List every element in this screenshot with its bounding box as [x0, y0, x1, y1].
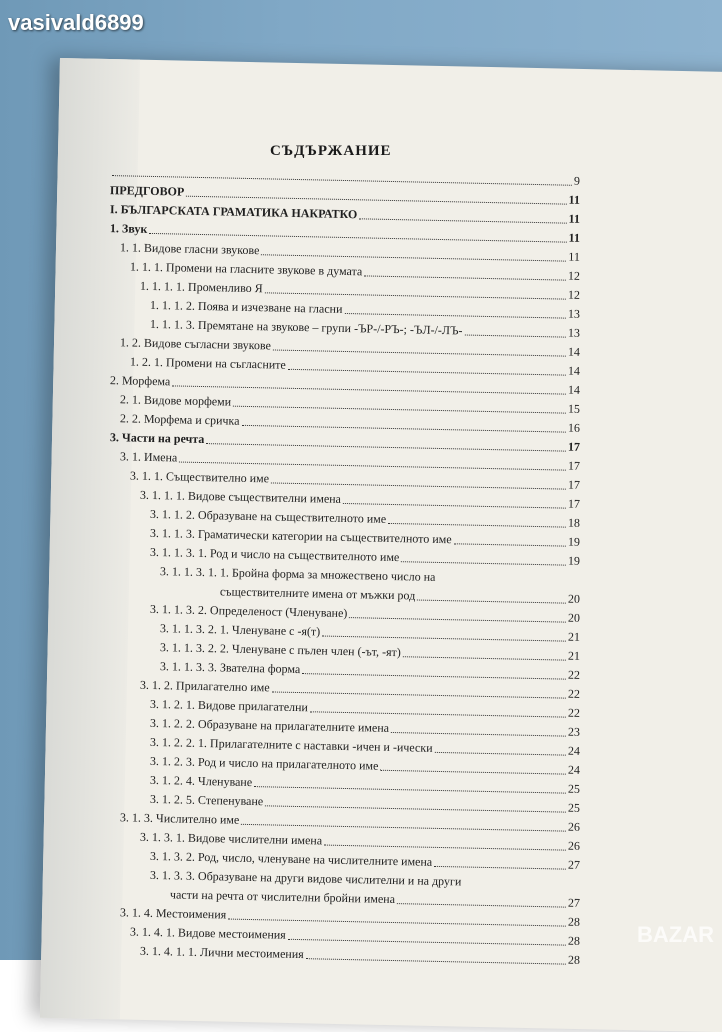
toc-page-number: 24	[567, 762, 581, 777]
toc-page-number: 27	[567, 857, 581, 872]
toc-entry-label: 3. 1. 1. 3. 1. Род и число на съществителното име	[149, 544, 400, 565]
toc-entry-label: 3. 1. 1. 3. 3. Звателна форма	[159, 659, 301, 677]
toc-entry-label: 3. 1. 3. 3. Образуване на други видове числителни и на други	[149, 867, 462, 889]
toc-entry-label: 3. 1. 1. 3. 2. Определеност (Членуване)	[149, 601, 348, 621]
toc-page-number: 26	[567, 838, 581, 853]
toc-entry-label: 3. 1. 1. 1. Видове съществителни имена	[139, 487, 342, 506]
toc-page-number: 18	[567, 515, 581, 530]
toc-page-number: 19	[567, 553, 581, 568]
toc-page-number: 27	[567, 895, 581, 910]
toc-page-number: 17	[567, 496, 581, 511]
toc-leader-dots	[454, 543, 566, 546]
toc-page-number: 9	[573, 173, 581, 188]
toc-entry-label: 3. 1. 1. 3. 1. 1. Бройна форма за множествено число на	[159, 564, 436, 584]
toc-entry-label: 3. 1. 1. Съществително име	[129, 468, 270, 486]
toc-entry-label: 3. 1. 2. 5. Степенуване	[149, 791, 264, 809]
toc-entry-label: 2. 2. Морфема и сричка	[119, 411, 240, 428]
toc-page-number: 28	[567, 914, 581, 929]
toc-entry-label: 3. 1. 1. 3. Граматически категории на съществителното име	[149, 525, 452, 547]
toc-entry-label: 2. Морфема	[109, 373, 171, 389]
toc-page-number: 14	[567, 344, 581, 359]
toc-entry-label: 1. Звук	[109, 221, 148, 236]
toc-page-number: 24	[567, 743, 581, 758]
toc-leader-dots	[464, 335, 565, 338]
toc-page-number: 11	[568, 230, 581, 245]
toc-page-number: 22	[567, 686, 581, 701]
toc-page-number: 14	[567, 382, 581, 397]
toc-entry-label: I. БЪЛГАРСКАТА ГРАМАТИКА НАКРАТКО	[109, 202, 358, 222]
toc-leader-dots	[434, 752, 565, 756]
toc-entry-label: 3. 1. 3. 1. Видове числителни имена	[139, 829, 323, 848]
page-title: СЪДЪРЖАНИЕ	[270, 143, 392, 159]
toc-page-number: 11	[568, 249, 581, 264]
toc-entry-label: 3. 1. 3. Числително име	[119, 810, 240, 827]
toc-entry-label: 3. 1. 1. 3. 2. 2. Членуване с пълен член (-ът, -ят)	[159, 640, 401, 660]
toc-entry-label: 1. 1. 1. Промени на гласните звукове в думата	[129, 259, 363, 279]
toc-entry-label: 3. 1. 3. 2. Род, число, членуване на числителните имена	[149, 848, 433, 869]
toc-page-number: 15	[567, 401, 581, 416]
toc-page-number: 21	[567, 629, 581, 644]
toc-page-number: 28	[567, 952, 581, 967]
toc-page-number: 14	[567, 363, 581, 378]
toc-page-number: 12	[567, 268, 581, 283]
toc-page-number: 16	[567, 420, 581, 435]
toc-entry-label: съществителните имена от мъжки род	[219, 584, 416, 603]
brand-logo: BAZAR	[637, 922, 714, 947]
toc-entry-label: 1. 1. 1. 3. Премятане на звукове – групи -ЪР-/-РЪ-; -ЪЛ-/-ЛЪ-	[149, 316, 463, 338]
toc-entry-label: ПРЕДГОВОР	[109, 183, 185, 199]
toc-entry-label: 3. 1. 2. 3. Род и число на прилагателното име	[149, 753, 379, 773]
toc-entry-label: 1. 1. 1. 2. Поява и изчезване на гласни	[149, 297, 343, 316]
toc-page-number: 13	[567, 306, 581, 321]
toc-entry-label: 3. 1. 2. 1. Видове прилагателни	[149, 696, 309, 715]
toc-page-number: 17	[567, 458, 581, 473]
watermark: vasivald6899	[8, 10, 144, 35]
toc-page-number: 23	[567, 724, 581, 739]
toc-entry-label: 3. 1. Имена	[119, 449, 178, 465]
toc-page-number: 26	[567, 819, 581, 834]
toc-leader-dots	[434, 866, 566, 870]
toc-page-number: 13	[567, 325, 581, 340]
toc-page-number: 12	[567, 287, 581, 302]
toc-page-number: 11	[568, 192, 581, 207]
table-of-contents	[109, 165, 581, 967]
toc-entry-label: 3. 1. 1. 3. 2. 1. Членуване с -я(т)	[159, 621, 321, 639]
toc-entry-label: 3. 1. 2. 4. Членуване	[149, 772, 253, 790]
toc-page-number: 19	[567, 534, 581, 549]
toc-page-number: 28	[567, 933, 581, 948]
toc-entry-label: 1. 1. Видове гласни звукове	[119, 240, 260, 258]
toc-entry-label: 3. 1. 2. 2. Образуване на прилагателните имена	[149, 715, 390, 735]
toc-page-number: 25	[567, 781, 581, 796]
toc-entry-label: 1. 1. 1. 1. Променливо Я	[139, 278, 263, 296]
toc-page-number: 17	[567, 477, 581, 492]
toc-page-number: 21	[567, 648, 581, 663]
toc-page-number: 22	[567, 705, 581, 720]
toc-entry-label: 3. 1. 4. 1. 1. Лични местоимения	[139, 943, 304, 962]
toc-entry-label: 3. 1. 2. 2. 1. Прилагателните с наставки -ичен и -ически	[149, 734, 433, 755]
toc-page-number: 25	[567, 800, 581, 815]
toc-entry-label: части на речта от числителни бройни имена	[169, 887, 396, 907]
toc-page-number: 11	[568, 211, 581, 226]
toc-page-number: 17	[567, 439, 581, 454]
toc-entry-label: 3. 1. 4. 1. Видове местоимения	[129, 924, 286, 942]
toc-entry-label: 3. 1. 2. Прилагателно име	[139, 677, 270, 695]
toc-entry-label: 3. 1. 4. Местоимения	[119, 905, 227, 922]
toc-page-number: 22	[567, 667, 581, 682]
toc-entry-label: 3. 1. 1. 2. Образуване на съществителното име	[149, 506, 387, 526]
toc-page-number: 20	[567, 591, 581, 606]
toc-entry-label: 3. Части на речта	[109, 430, 205, 447]
toc-entry-label: 2. 1. Видове морфеми	[119, 392, 232, 409]
toc-page-number: 20	[567, 610, 581, 625]
toc-entry-label: 1. 2. Видове съгласни звукове	[119, 335, 272, 353]
toc-entry-label: 1. 2. 1. Промени на съгласните	[129, 354, 286, 372]
